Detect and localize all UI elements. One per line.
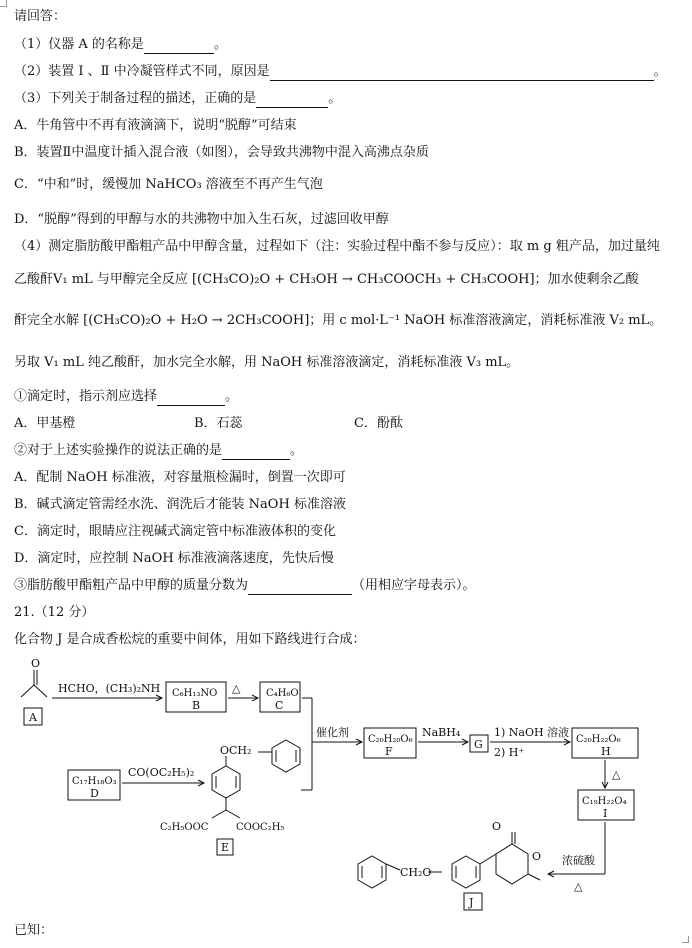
- compound-b-formula: C₆H₁₃NO: [172, 688, 218, 699]
- compound-h-formula: C₂₀H₂₂O₆: [576, 734, 621, 745]
- sub-question-2-text: ②对于上述实验操作的说法正确的是: [14, 443, 223, 458]
- heat-symbol-3: △: [574, 880, 583, 893]
- question-1: [14, 36, 227, 54]
- question-3-text: （3）下列关于制备过程的描述，正确的是: [14, 91, 257, 106]
- reagent-a-to-b: HCHO，(CH₃)₂NH: [58, 682, 161, 695]
- answer-blank: [222, 445, 290, 460]
- reagent-g-to-h-2: 2) H⁺: [494, 746, 525, 759]
- option-litmus: B．石蕊: [194, 416, 243, 431]
- e-och2-group: OCH₂: [220, 744, 252, 757]
- j-ring-oxygen: O: [532, 850, 542, 863]
- synthesis-scheme: [0, 652, 692, 914]
- compound-c-label: C: [275, 699, 284, 712]
- sub-question-3-tail: （用相应字母表示）。: [352, 578, 476, 593]
- compound-i-formula: C₁₉H₂₂O₄: [582, 796, 627, 807]
- sub-question-1: [14, 388, 238, 406]
- answer-blank: [144, 39, 214, 54]
- question-4: （4）测定脂肪酸甲酯粗产品中甲醇含量，过程如下（注：实验过程中酯不参与反应）：取 m g 粗产品，加过量纯: [14, 239, 660, 254]
- compound-a-label: A: [29, 711, 37, 724]
- period: 。: [213, 37, 227, 52]
- compound-g-label: G: [474, 738, 483, 751]
- indicator-options: [14, 415, 403, 433]
- question-3: [14, 90, 341, 108]
- period: 。: [328, 91, 342, 106]
- compound-f-formula: C₂₀H₂₀O₆: [368, 734, 413, 745]
- catalyst-label: 催化剂: [316, 726, 349, 739]
- answer-blank: [270, 66, 654, 81]
- question-4-cont-1: 乙酸酐V₁ mL 与甲醇完全反应 [(CH₃CO)₂O + CH₃OH → CH₃COOCH₃ + CH₃COOH]；加水使剩余乙酸: [14, 272, 639, 287]
- question-2: [14, 63, 667, 81]
- compound-h-label: H: [601, 745, 611, 758]
- period: 。: [653, 64, 667, 79]
- op-option-d: D．滴定时，应控制 NaOH 标准液滴落速度，先快后慢: [14, 551, 334, 566]
- option-phenolphthalein: C．酚酞: [354, 416, 403, 431]
- e-left-ester: C₂H₅OOC: [160, 822, 209, 833]
- acetone-oxygen: O: [31, 657, 41, 670]
- question-1-text: （1）仪器 A 的名称是: [14, 37, 144, 52]
- answer-blank: [248, 580, 352, 595]
- reagent-f-to-g: NaBH₄: [422, 726, 461, 739]
- option-d: D．“脱醇”得到的甲醇与水的共沸物中加入生石灰，过滤回收甲醇: [14, 212, 389, 227]
- line-1: 请回答：: [14, 9, 67, 24]
- question-2-text: （2）装置 Ⅰ 、Ⅱ 中冷凝管样式不同，原因是: [14, 64, 270, 79]
- compound-f-label: F: [385, 745, 393, 758]
- answer-blank: [157, 391, 225, 406]
- option-methyl-orange: A．甲基橙: [14, 416, 76, 431]
- option-c: C．“中和”时，缓慢加 NaHCO₃ 溶液至不再产生气泡: [14, 177, 323, 192]
- option-b: B．装置Ⅱ中温度计插入混合液（如图），会导致共沸物中混入高沸点杂质: [14, 145, 429, 160]
- question-21-intro: 化合物 J 是合成香松烷的重要中间体，用如下路线进行合成：: [14, 632, 366, 647]
- op-option-b: B．碱式滴定管需经水洗、润洗后才能装 NaOH 标准溶液: [14, 497, 346, 512]
- question-4-cont-3: 另取 V₁ mL 纯乙酸酐，加水完全水解，用 NaOH 标准溶液滴定，消耗标准液 V₃ mL。: [14, 355, 520, 370]
- sub-question-1-text: ①滴定时，指示剂应选择: [14, 389, 158, 404]
- crop-mark: [0, 0, 7, 7]
- question-21-header: 21.（12 分）: [14, 605, 95, 620]
- known-label: 已知：: [14, 923, 54, 938]
- answer-blank: [256, 93, 328, 108]
- reagent-g-to-h-1: 1) NaOH 溶液: [494, 726, 570, 739]
- compound-d-formula: C₁₇H₁₈O₃: [72, 776, 117, 787]
- period: 。: [290, 443, 304, 458]
- heat-symbol: △: [232, 682, 241, 695]
- sub-question-3: [14, 577, 476, 595]
- period: 。: [225, 389, 239, 404]
- option-a: A．牛角管中不再有液滴滴下，说明“脱醇”可结束: [14, 118, 297, 133]
- op-option-c: C．滴定时，眼睛应注视碱式滴定管中标准液体积的变化: [14, 524, 336, 539]
- compound-d-label: D: [90, 787, 99, 800]
- reagent-d-to-e: CO(OC₂H₅)₂: [128, 766, 195, 779]
- e-right-ester: COOC₂H₅: [236, 822, 285, 833]
- question-4-cont-2: 酐完全水解 [(CH₃CO)₂O + H₂O → 2CH₃COOH]；用 c mol·L⁻¹ NaOH 标准溶液滴定，消耗标准液 V₂ mL。: [14, 313, 663, 328]
- compound-c-formula: C₄H₆O: [266, 688, 299, 699]
- acid-label: 浓硫酸: [562, 854, 595, 867]
- op-option-a: A．配制 NaOH 标准液，对容量瓶检漏时，倒置一次即可: [14, 470, 346, 485]
- sub-question-3-text: ③脂肪酸甲酯粗产品中甲醇的质量分数为: [14, 578, 249, 593]
- compound-e-label: E: [221, 841, 230, 854]
- compound-i-label: I: [603, 807, 608, 820]
- heat-symbol-2: △: [612, 768, 621, 781]
- j-carbonyl-oxygen: O: [492, 820, 502, 833]
- compound-j-label: J: [469, 896, 474, 909]
- crop-mark: [682, 936, 689, 943]
- j-ch2o-group: CH₂O: [400, 866, 432, 879]
- sub-question-2: [14, 442, 303, 460]
- compound-b-label: B: [192, 699, 201, 712]
